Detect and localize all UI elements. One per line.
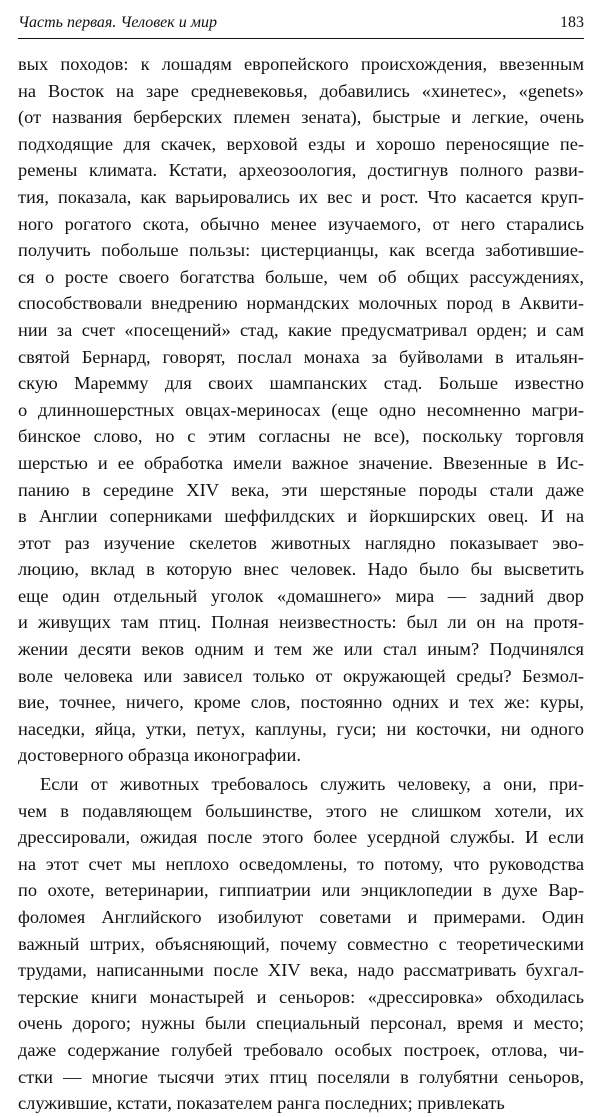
text-line: ремены климата. Кстати, археозоология, достигнув полного разви- — [18, 160, 584, 181]
text-line: вие, точнее, ничего, кроме слов, постоянно одних и тех же: куры, — [18, 692, 584, 713]
text-line: нии за счет «посещений» стад, какие предусматривал орден; и сам — [18, 319, 584, 340]
text-line: бинское слово, но с этим согласны не все), поскольку торговля — [18, 426, 584, 447]
body-text — [18, 51, 584, 1117]
running-title: Часть первая. Человек и мир — [18, 14, 217, 31]
text-line: терские книги монастырей и сеньоров: «дрессировка» обходилась — [18, 986, 584, 1007]
text-line: панию в середине XIV века, эти шерстяные породы стали даже — [18, 479, 584, 500]
text-line: в Англии соперниками шеффилдских и йоркширских овец. И на — [18, 506, 584, 527]
text-line: святой Бернард, говорят, послал монаха за буйволами в итальян- — [18, 346, 584, 367]
text-line: важный штрих, объясняющий, почему совместно с теоретическими — [18, 933, 584, 954]
text-line: трудами, написанными после XIV века, надо рассматривать бухгал- — [18, 960, 584, 981]
text-line: по охоте, ветеринарии, гиппиатрии или энциклопедии в духе Вар- — [18, 880, 584, 901]
text-line: еще один отдельный уголок «домашнего» мира — задний двор — [18, 585, 584, 606]
text-line: очень дорого; нужны были специальный персонал, время и место; — [18, 1013, 584, 1034]
text-line: достоверного образца иконографии. — [18, 745, 301, 766]
text-line: фоломея Английского изобилуют советами и примерами. Один — [18, 907, 584, 927]
text-line: наседки, яйца, утки, петух, каплуны, гуси; ни косточки, ни одного — [18, 718, 584, 739]
running-head — [18, 12, 584, 34]
text-line: воле человека или зависел только от окружающей среды? Безмол- — [18, 665, 584, 686]
text-line: Если от животных требовалось служить человеку, а они, при- — [40, 774, 584, 795]
text-line: ся о росте своего богатства больше, чем об общих рассуждениях, — [18, 266, 584, 287]
text-line: стки — многие тысячи этих птиц поселяли в голубятни сеньоров, — [18, 1066, 584, 1087]
text-line: и живущих там птиц. Полная неизвестность: был ли он на протя- — [18, 612, 584, 633]
page-number: 183 — [560, 14, 584, 31]
text-line: способствовали внедрению нормандских молочных пород в Аквити- — [18, 293, 584, 314]
text-line: этот раз изучение скелетов животных наглядно показывает эво- — [18, 532, 584, 553]
paragraph — [18, 51, 584, 769]
text-line: тия, показала, как варьировались их вес и рост. Что касается круп- — [18, 186, 584, 207]
text-line: дрессировали, ожидая после этого более усердной службы. И если — [18, 827, 584, 848]
text-line: (от названия берберских племен зената), быстрые и легкие, очень — [18, 107, 584, 128]
text-line: на Восток на заре средневековья, добавились «хинетес», «genets» — [18, 80, 584, 101]
text-line: ного рогатого скота, обычно менее изучаемого, от него старались — [18, 213, 584, 234]
text-line: даже содержание голубей требовало особых построек, отлова, чи- — [18, 1039, 584, 1060]
text-line: люцию, вклад в которую внес человек. Надо было бы высветить — [18, 559, 584, 580]
text-line: вых походов: к лошадям европейского происхождения, ввезенным — [18, 54, 584, 74]
text-line: получить побольше пользы: цистерцианцы, как всегда заботившие- — [18, 240, 584, 261]
text-line: подходящие для скачек, верховой езды и хорошо переносящие пе- — [18, 133, 584, 154]
text-line: о длинношерстных овцах-мериносах (еще одно несомненно магри- — [18, 399, 584, 420]
paragraph — [18, 771, 584, 1117]
text-line: служившие, кстати, показателем ранга последних; привлекать — [18, 1093, 505, 1114]
text-line: скую Маремму для своих шампанских стад. Больше известно — [18, 373, 584, 394]
text-line: шерстью и ее обработка имели важное значение. Ввезенные в Ис- — [18, 452, 584, 473]
book-page — [18, 12, 584, 1114]
text-line: жении десяти веков одним и тем же или стал иным? Подчинялся — [18, 639, 584, 660]
text-line: на этот счет мы неплохо осведомлены, то потому, что руководства — [18, 853, 584, 874]
header-rule — [18, 38, 584, 39]
text-line: чем в подавляющем большинстве, этого не слишком хотели, их — [18, 800, 584, 821]
